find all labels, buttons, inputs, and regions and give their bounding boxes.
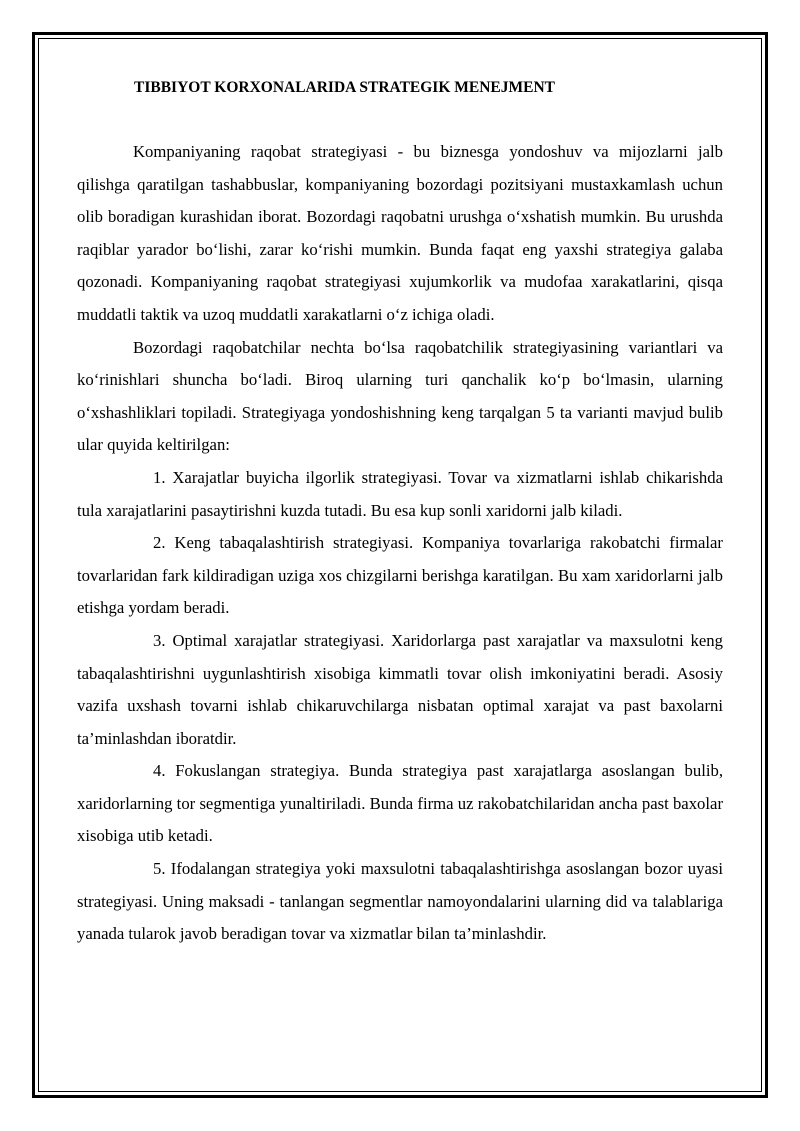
document-body [77,72,723,951]
list-item-niche-strategy: 5. Ifodalangan strategiya yoki maxsulotni tabaqalashtirishga asoslangan bozor uyasi strategiyasi. Uning maksadi - tanlangan segmentlar namoyondalarini ularning did va talablariga yanada tularok javob beradigan tovar va xizmatlar bilan ta’minlashdir. [77,859,723,944]
list-item-cost-leadership: 1. Xarajatlar buyicha ilgorlik strategiyasi. Tovar va xizmatlarni ishlab chikarishda tula xarajatlarini pasaytirishni kuzda tutadi. Bu esa kup sonli xaridorni jalb kiladi. [77,467,723,520]
list-item-optimal-cost: 3. Optimal xarajatlar strategiyasi. Xaridorlarga past xarajatlar va maxsulotni keng tabaqalashtirishni uygunlashtirish xisobiga kimmatli tovar olish imkoniyatini beradi. Asosiy vazifa uxshash tovarni ishlab chikaruvchilarga nisbatan optimal xarajat va past baxolarni ta’minlashdan iboratdir. [77,630,723,748]
paragraph-variants: Bozordagi raqobatchilar nechta bo‘lsa raqobatchilik strategiyasining variantlari va ko‘rinishlari shuncha bo‘ladi. Biroq ularning turi qanchalik ko‘p bo‘lmasin, ularning o‘xshashliklari topiladi. Strategiyaga yondoshishning keng tarqalgan 5 ta varianti mavjud bulib ular quyida keltirilgan: [77,337,723,455]
document-title: TIBBIYOT KORXONALARIDA STRATEGIK MENEJMENT [134,79,556,96]
list-item-focused-strategy: 4. Fokuslangan strategiya. Bunda strategiya past xarajatlarga asoslangan bulib, xaridorlarning tor segmentiga yunaltiriladi. Bunda firma uz rakobatchilaridan ancha past baxolar xisobiga utib ketadi. [77,761,723,846]
paragraph-intro: Kompaniyaning raqobat strategiyasi - bu biznesga yondoshuv va mijozlarni jalb qilishga qaratilgan tashabbuslar, kompaniyaning bozordagi pozitsiyani mustaxkamlash uchun olib boradigan kurashidan iborat. Bozordagi raqobatni urushga o‘xshatish mumkin. Bu urushda raqiblar yarador bo‘lishi, zarar ko‘rishi mumkin. Bunda faqat eng yaxshi strategiya galaba qozonadi. Kompaniyaning raqobat strategiyasi xujumkorlik va mudofaa xarakatlarini, qisqa muddatli taktik va uzoq muddatli xarakatlarni o‘z ichiga oladi. [77,142,723,324]
list-item-broad-differentiation: 2. Keng tabaqalashtirish strategiyasi. Kompaniya tovarlariga rakobatchi firmalar tovarlaridan fark kildiradigan uziga xos chizgilarni berishga karatilgan. Bu xam xaridorlarni jalb etishga yordam beradi. [77,533,723,618]
